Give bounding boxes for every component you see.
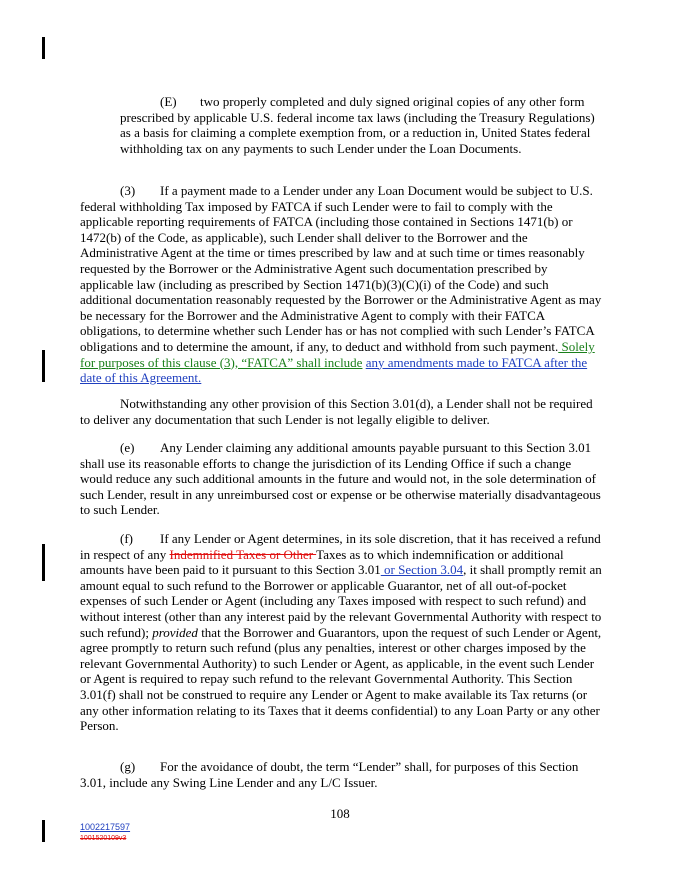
change-bar [42, 820, 45, 842]
paragraph-label: (3) [120, 183, 136, 198]
inserted-text: or Section 3.04 [380, 562, 464, 578]
paragraph-text: , it shall promptly remit an amount equal to such refund to the Borrower or applicable Guarantor, net of all out-of-pocket expenses of such Lender or Agent (including any Taxes imposed with respect to such refund) and without interest (other than any interest paid by the relevant Governmental Authority with respect to such refund); [80, 562, 602, 640]
paragraph-e-upper [120, 94, 598, 156]
page-number: 108 [330, 806, 350, 821]
paragraph-e [80, 440, 602, 518]
document-id [80, 822, 130, 844]
paragraph-g [80, 759, 602, 790]
inserted-text: Solely for purposes of this clause (3), “FATCA” shall include [80, 338, 595, 370]
paragraph-label: (f) [120, 531, 133, 546]
change-bar [42, 350, 45, 382]
paragraph-text: Taxes as to which indemnification or additional amounts have been paid to it pursuant to this Section 3.01 [80, 546, 564, 578]
document-id-previous: 1001520109v3 [80, 835, 127, 842]
paragraph-notwithstanding [80, 396, 602, 427]
paragraph-text: If a payment made to a Lender under any Loan Document would be subject to U.S. federal withholding Tax imposed by FATCA if such Lender were to fail to comply with the applicable reporting requirements of FATCA (including those contained in Sections 1471(b) or 1472(b) of the Code, as applicable), such Lender shall deliver to the Borrower and the Administrative Agent at the time or times prescribed by law and at such time or times reasonably requested by the Borrower or the Administrative Agent such documentation prescribed by applicable law (including as prescribed by Section 1471(b)(3)(C)(i) of the Code) and such additional documentation reasonably requested by the Borrower or the Administrative Agent as may be necessary for the Borrower and the Administrative Agent to comply with their FATCA obligations, to determine whether such Lender has or has not complied with such Lender’s FATCA obligations and to determine the amount, if any, to deduct and withhold from such payment. [80, 183, 602, 354]
change-bar [42, 544, 45, 581]
paragraph-text: For the avoidance of doubt, the term “Lender” shall, for purposes of this Section 3.01, include any Swing Line Lender and any L/C Issuer. [80, 759, 579, 790]
paragraph-text: Notwithstanding any other provision of this Section 3.01(d), a Lender shall not be required to deliver any documentation that such Lender is not legally eligible to deliver. [80, 396, 593, 427]
paragraph-text: Any Lender claiming any additional amounts payable pursuant to this Section 3.01 shall use its reasonable efforts to change the jurisdiction of its Lending Office if such a change would reduce any such additional amounts in the future and would not, in the sole determination of such Lender, result in any unreimbursed cost or expense or be otherwise materially disadvantageous to such Lender. [80, 440, 601, 518]
deleted-text: Indemnified Taxes or Other [169, 546, 317, 562]
paragraph-3 [80, 183, 602, 386]
paragraph-text: that the Borrower and Guarantors, upon the request of such Lender or Agent, agree promptly to return such refund (plus any penalties, interest or other charges imposed by the relevant Governmental Authority) to such Lender or Agent, as applicable, in the event such Lender or Agent is required to repay such refund to the relevant Governmental Authority. This Section 3.01(f) shall not be construed to require any Lender or Agent to make available its Tax returns (or any other information relating to its Taxes that it deems confidential) to any Loan Party or any other Person. [80, 624, 602, 734]
paragraph-text: two properly completed and duly signed original copies of any other form prescribed by applicable U.S. federal income tax laws (including the Treasury Regulations) as a basis for claiming a complete exemption from, or a reduction in, United States federal withholding tax on any payments to such Lender under the Loan Documents. [120, 94, 595, 156]
paragraph-label: (g) [120, 759, 136, 774]
inserted-text: any amendments made to FATCA after the date of this Agreement. [80, 354, 588, 386]
paragraph-text: If any Lender or Agent determines, in its sole discretion, that it has received a refund in respect of any [80, 531, 601, 562]
paragraph-label: (e) [120, 440, 135, 455]
change-bar [42, 37, 45, 59]
paragraph-label: (E) [160, 94, 177, 109]
document-id-current: 1002217597 [80, 822, 131, 832]
italic-term: provided [152, 624, 198, 640]
paragraph-f [80, 531, 602, 734]
